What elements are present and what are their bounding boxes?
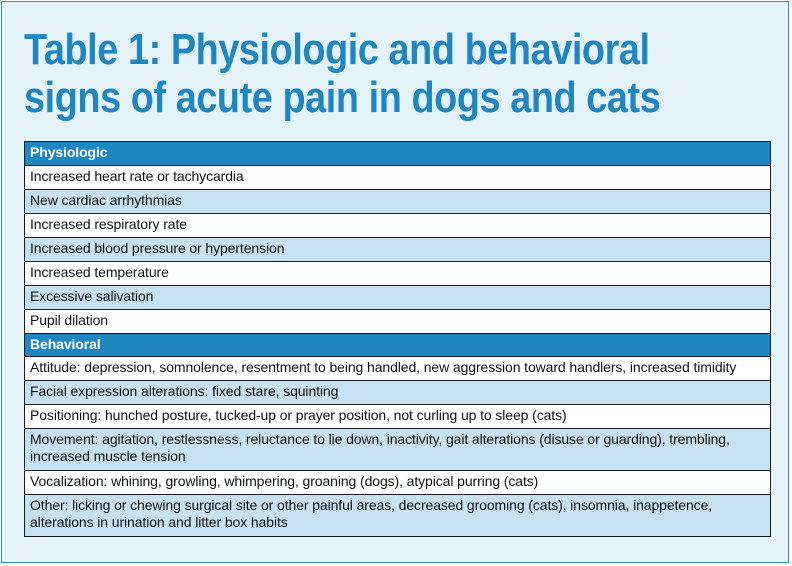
table-row: Attitude: depression, somnolence, resentment to being handled, new aggression toward handlers, increased timidity <box>25 356 770 380</box>
title-line-2: signs of acute pain in dogs and cats <box>24 73 661 122</box>
table-panel <box>1 1 789 563</box>
table-row: Excessive salivation <box>25 285 770 309</box>
section-header-physiologic: Physiologic <box>25 142 770 165</box>
table-row: Movement: agitation, restlessness, reluctance to lie down, inactivity, gait alterations (disuse or guarding), trembling, increased muscle tension <box>25 428 770 470</box>
table-row: Facial expression alterations: fixed stare, squinting <box>25 380 770 404</box>
table-row: Pupil dilation <box>25 309 770 333</box>
table-row: Positioning: hunched posture, tucked-up or prayer position, not curling up to sleep (cats) <box>25 404 770 428</box>
table-title <box>24 26 678 122</box>
table-row: Vocalization: whining, growling, whimpering, groaning (dogs), atypical purring (cats) <box>25 470 770 494</box>
table-row: Increased respiratory rate <box>25 213 770 237</box>
table-row: Increased blood pressure or hypertension <box>25 237 770 261</box>
table-row: Other: licking or chewing surgical site or other painful areas, decreased grooming (cats), insomnia, inappetence, alterations in urination and litter box habits <box>25 494 770 536</box>
section-header-behavioral: Behavioral <box>25 333 770 356</box>
table-row: New cardiac arrhythmias <box>25 189 770 213</box>
title-line-1: Table 1: Physiologic and behavioral <box>24 25 650 74</box>
signs-table <box>24 141 771 537</box>
table-row: Increased temperature <box>25 261 770 285</box>
table-row: Increased heart rate or tachycardia <box>25 165 770 189</box>
